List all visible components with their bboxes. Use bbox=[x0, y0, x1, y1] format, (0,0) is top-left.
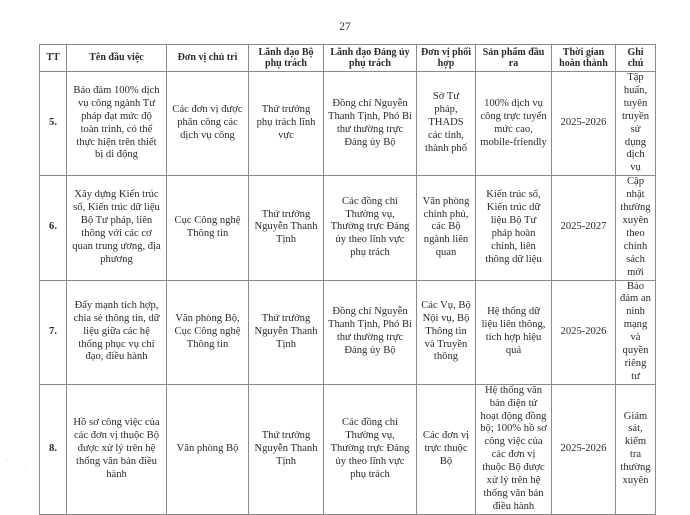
cell-notes: Giám sát, kiểm tra thường xuyên bbox=[616, 384, 656, 514]
task-table bbox=[39, 44, 656, 515]
table-row bbox=[40, 280, 656, 384]
cell-party-leader: Các đồng chí Thường vụ, Thường trực Đảng ủy theo lĩnh vực phụ trách bbox=[324, 176, 417, 280]
cell-notes: Cập nhật thường xuyên theo chính sách mới bbox=[616, 176, 656, 280]
scan-artifact: · bbox=[6, 458, 8, 464]
cell-task: Bảo đảm 100% dịch vụ công ngành Tư pháp đạt mức độ toàn trình, có thể thực hiện trên thiết bị di động bbox=[67, 72, 167, 176]
cell-timeline: 2025-2027 bbox=[552, 176, 616, 280]
cell-task: Đẩy mạnh tích hợp, chia sẻ thông tin, dữ liệu giữa các hệ thống phục vụ chỉ đạo, điều hành bbox=[67, 280, 167, 384]
cell-coordinating-unit: Các đơn vị trực thuộc Bộ bbox=[417, 384, 476, 514]
cell-party-leader: Đồng chí Nguyễn Thanh Tịnh, Phó Bí thư thường trực Đảng ủy Bộ bbox=[324, 280, 417, 384]
cell-timeline: 2025-2026 bbox=[552, 384, 616, 514]
header-party-leader: Lãnh đạo Đảng ủy phụ trách bbox=[324, 45, 417, 72]
header-output: Sản phẩm đầu ra bbox=[476, 45, 552, 72]
cell-output: Kiến trúc số, Kiến trúc dữ liệu Bộ Tư pháp hoàn chỉnh, liên thông dữ liệu bbox=[476, 176, 552, 280]
header-notes: Ghi chú bbox=[616, 45, 656, 72]
cell-lead-unit: Các đơn vị được phân công các dịch vụ công bbox=[167, 72, 249, 176]
page-number: 27 bbox=[339, 21, 351, 33]
cell-ministry-leader: Thứ trưởng Nguyễn Thanh Tịnh bbox=[249, 384, 324, 514]
table-header-row bbox=[40, 45, 656, 72]
cell-output: Hệ thống văn bản điện tử hoạt động đồng bộ; 100% hồ sơ công việc của các đơn vị thuộc Bộ được xử lý trên hệ thống văn bản điều hành bbox=[476, 384, 552, 514]
cell-task: Xây dựng Kiến trúc số, Kiến trúc dữ liệu Bộ Tư pháp, liên thông với các cơ quan trung ương, địa phương bbox=[67, 176, 167, 280]
cell-output: 100% dịch vụ công trực tuyến mức cao, mobile-friendly bbox=[476, 72, 552, 176]
cell-tt: 8. bbox=[40, 384, 67, 514]
cell-party-leader: Đồng chí Nguyễn Thanh Tịnh, Phó Bí thư thường trực Đảng ủy Bộ bbox=[324, 72, 417, 176]
header-coordinating-unit: Đơn vị phối hợp bbox=[417, 45, 476, 72]
cell-ministry-leader: Thứ trưởng Nguyễn Thanh Tịnh bbox=[249, 176, 324, 280]
header-ministry-leader: Lãnh đạo Bộ phụ trách bbox=[249, 45, 324, 72]
cell-ministry-leader: Thứ trưởng phụ trách lĩnh vực bbox=[249, 72, 324, 176]
cell-lead-unit: Văn phòng Bộ, Cục Công nghệ Thông tin bbox=[167, 280, 249, 384]
cell-notes: Bảo đảm an ninh mạng và quyền riêng tư bbox=[616, 280, 656, 384]
header-timeline: Thời gian hoàn thành bbox=[552, 45, 616, 72]
table-row bbox=[40, 384, 656, 514]
cell-lead-unit: Cục Công nghệ Thông tin bbox=[167, 176, 249, 280]
cell-timeline: 2025-2026 bbox=[552, 72, 616, 176]
cell-lead-unit: Văn phòng Bộ bbox=[167, 384, 249, 514]
cell-party-leader: Các đồng chí Thường vụ, Thường trực Đảng ủy theo lĩnh vực phụ trách bbox=[324, 384, 417, 514]
cell-timeline: 2025-2026 bbox=[552, 280, 616, 384]
cell-ministry-leader: Thứ trưởng Nguyễn Thanh Tịnh bbox=[249, 280, 324, 384]
header-tt: TT bbox=[40, 45, 67, 72]
cell-coordinating-unit: Các Vụ, Bộ Nội vụ, Bộ Thông tin và Truyền thông bbox=[417, 280, 476, 384]
header-lead-unit: Đơn vị chủ trì bbox=[167, 45, 249, 72]
cell-tt: 5. bbox=[40, 72, 67, 176]
cell-task: Hồ sơ công việc của các đơn vị thuộc Bộ được xử lý trên hệ thống văn bản điều hành bbox=[67, 384, 167, 514]
table-row bbox=[40, 72, 656, 176]
cell-coordinating-unit: Sở Tư pháp, THADS các tỉnh, thành phố bbox=[417, 72, 476, 176]
table-row bbox=[40, 176, 656, 280]
header-task: Tên đầu việc bbox=[67, 45, 167, 72]
cell-output: Hệ thống dữ liệu liên thông, tích hợp hiệu quả bbox=[476, 280, 552, 384]
cell-tt: 7. bbox=[40, 280, 67, 384]
cell-notes: Tập huấn, tuyên truyền sử dụng dịch vụ bbox=[616, 72, 656, 176]
scan-artifact: · bbox=[24, 465, 26, 471]
cell-coordinating-unit: Văn phòng chính phủ, các Bộ ngành liên quan bbox=[417, 176, 476, 280]
cell-tt: 6. bbox=[40, 176, 67, 280]
